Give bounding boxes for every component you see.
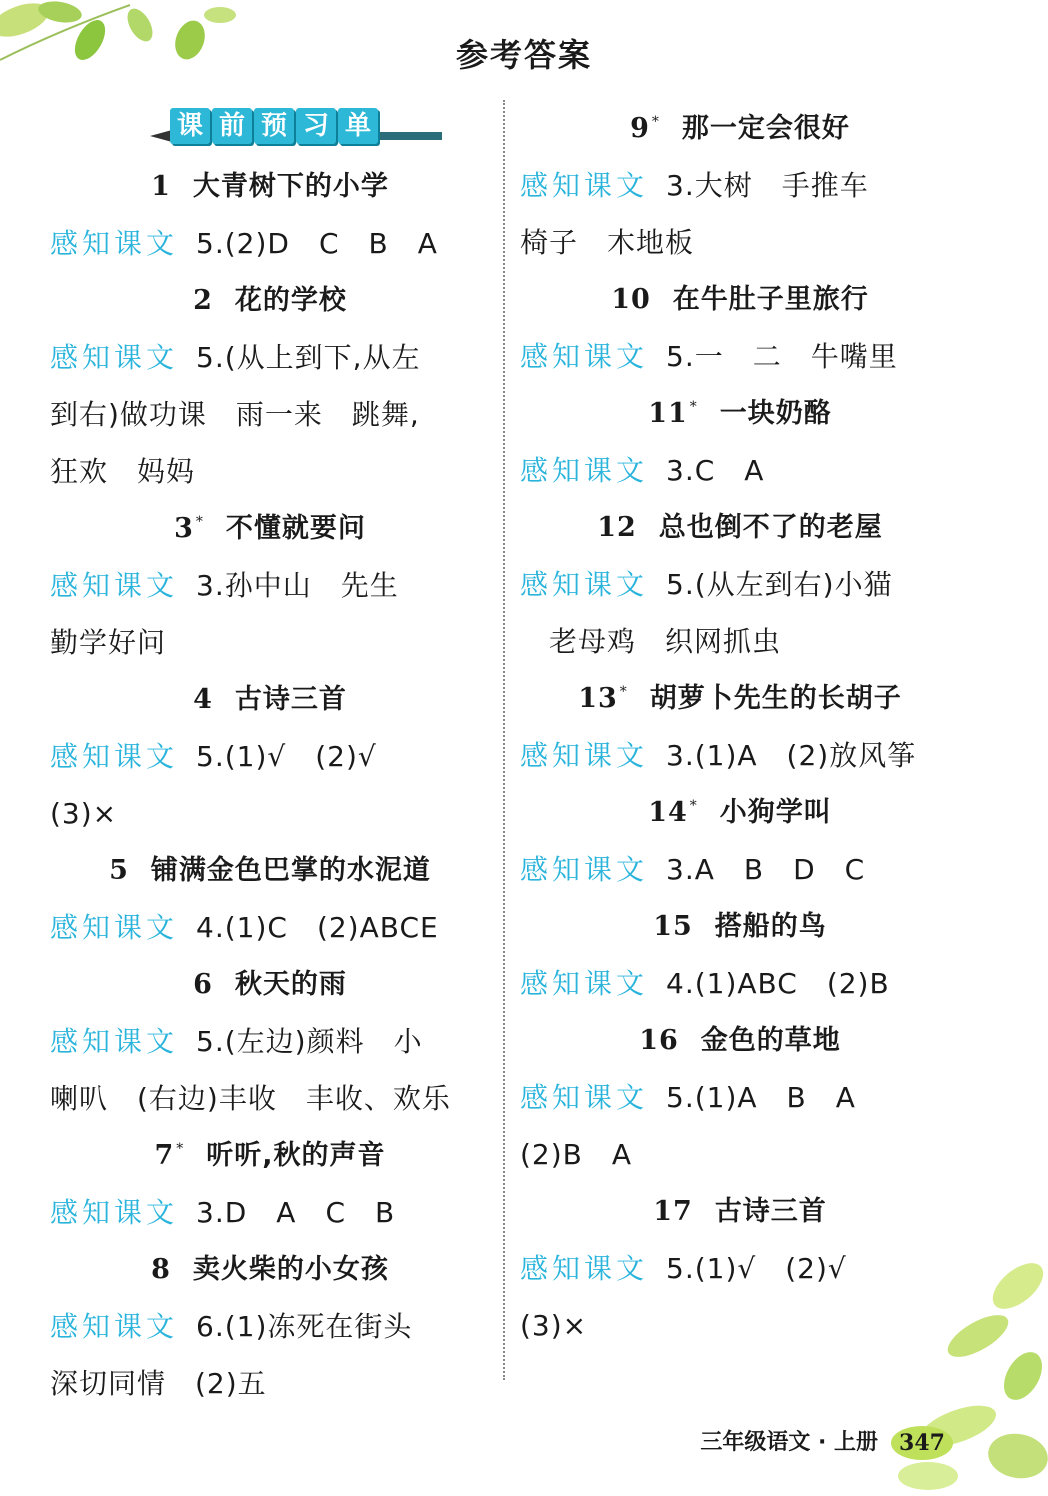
section-tag: 感知课文 — [50, 1196, 179, 1229]
lesson-title: 总也倒不了的老屋 — [658, 512, 883, 543]
answer-line — [520, 841, 960, 898]
lesson-title: 不懂就要问 — [225, 513, 366, 544]
answer-continuation — [50, 1355, 490, 1412]
lesson-number: 14 * — [648, 797, 698, 828]
lesson-number: 3 * — [174, 513, 204, 544]
section-tag: 感知课文 — [520, 169, 649, 202]
lesson-number: 9 * — [630, 113, 660, 144]
answer-text: 5.(左边)颜料 小 — [196, 1025, 423, 1058]
lesson-heading — [50, 671, 490, 728]
answer-text: 3.(1)A (2)放风筝 — [666, 739, 917, 772]
lesson-title: 古诗三首 — [234, 684, 347, 715]
left-column — [50, 100, 490, 1412]
answer-text: 勤学好问 — [50, 626, 167, 659]
answer-continuation — [50, 785, 490, 842]
section-tag: 感知课文 — [520, 340, 649, 373]
lesson-title: 古诗三首 — [714, 1196, 827, 1227]
lesson-heading — [520, 898, 960, 955]
lesson-title: 铺满金色巴掌的水泥道 — [150, 855, 431, 886]
answer-text: 4.(1)ABC (2)B — [666, 967, 890, 1000]
answer-line — [50, 1013, 490, 1070]
answer-continuation — [520, 1126, 960, 1183]
lesson-heading — [520, 499, 960, 556]
page-number: 347 — [891, 1426, 953, 1460]
answer-continuation — [50, 614, 490, 671]
banner-char: 单 — [338, 108, 378, 144]
right-column — [520, 100, 960, 1354]
lesson-number: 2 — [193, 285, 213, 316]
lesson-number: 5 — [109, 855, 129, 886]
column-divider — [503, 100, 505, 1380]
lesson-number: 11 * — [648, 398, 698, 429]
answer-line — [50, 215, 490, 272]
answer-text: 3.大树 手推车 — [666, 169, 869, 202]
answer-text: (3)× — [50, 797, 118, 830]
answer-text: 到右)做功课 雨一来 跳舞, — [50, 398, 420, 431]
answer-continuation — [50, 386, 490, 443]
answer-continuation — [520, 1297, 960, 1354]
lesson-heading — [520, 100, 960, 157]
answer-line — [520, 556, 960, 613]
section-tag: 感知课文 — [50, 569, 179, 602]
section-tag: 感知课文 — [520, 1081, 649, 1114]
answer-continuation — [520, 214, 960, 271]
answer-line — [50, 899, 490, 956]
answer-line — [50, 1298, 490, 1355]
answer-text: (3)× — [520, 1309, 588, 1342]
lesson-star-mark: * — [689, 798, 698, 814]
answer-text: 5.(1)A B A — [666, 1081, 856, 1114]
answer-text: 3.C A — [666, 454, 765, 487]
lesson-heading — [50, 158, 490, 215]
answer-line — [50, 728, 490, 785]
answer-text: 老母鸡 织网抓虫 — [520, 625, 782, 658]
answer-continuation — [50, 1070, 490, 1127]
lesson-number: 10 — [611, 284, 651, 315]
lesson-title: 胡萝卜先生的长胡子 — [649, 683, 902, 714]
lesson-title: 小狗学叫 — [719, 797, 832, 828]
answer-line — [520, 727, 960, 784]
lesson-heading — [50, 272, 490, 329]
lesson-number: 7 * — [154, 1140, 185, 1171]
section-tag: 感知课文 — [50, 1310, 179, 1343]
lesson-star-mark: * — [619, 684, 628, 700]
lesson-heading — [520, 784, 960, 841]
lesson-heading — [520, 1183, 960, 1240]
lesson-title: 秋天的雨 — [234, 969, 347, 1000]
section-tag: 感知课文 — [520, 568, 649, 601]
answer-line — [520, 1240, 960, 1297]
lesson-title: 那一定会很好 — [681, 113, 850, 144]
answer-line — [520, 328, 960, 385]
section-tag: 感知课文 — [50, 227, 179, 260]
answer-text: 椅子 木地板 — [520, 226, 695, 259]
lesson-number: 16 — [639, 1025, 679, 1056]
lesson-number: 15 — [653, 911, 693, 942]
lesson-heading — [520, 271, 960, 328]
answer-line — [50, 1184, 490, 1241]
banner-char: 预 — [254, 108, 294, 144]
lesson-number: 17 — [653, 1196, 693, 1227]
section-tag: 感知课文 — [520, 1252, 649, 1285]
answer-line — [520, 955, 960, 1012]
section-tag: 感知课文 — [50, 1025, 179, 1058]
section-tag: 感知课文 — [520, 967, 649, 1000]
answer-text: 深切同情 (2)五 — [50, 1367, 267, 1400]
answer-line — [50, 329, 490, 386]
lesson-title: 一块奶酪 — [719, 398, 832, 429]
lesson-heading — [50, 956, 490, 1013]
banner-char: 习 — [296, 108, 336, 144]
answer-text: 3.孙中山 先生 — [196, 569, 399, 602]
banner-char: 前 — [212, 108, 252, 144]
lesson-number: 12 — [597, 512, 637, 543]
lesson-number: 13 * — [578, 683, 628, 714]
lesson-heading — [50, 1241, 490, 1298]
answer-text: (2)B A — [520, 1138, 633, 1171]
lesson-title: 金色的草地 — [700, 1025, 841, 1056]
answer-text: 3.A B D C — [666, 853, 866, 886]
section-tag: 感知课文 — [50, 341, 179, 374]
answer-text: 5.(从上到下,从左 — [196, 341, 421, 374]
answer-text: 4.(1)C (2)ABCE — [196, 911, 439, 944]
footer-label: 三年级语文 · 上册 — [700, 1430, 878, 1455]
lesson-star-mark: * — [689, 399, 698, 415]
answer-text: 狂欢 妈妈 — [50, 455, 196, 488]
section-tag: 感知课文 — [520, 853, 649, 886]
lesson-title: 搭船的鸟 — [714, 911, 827, 942]
lesson-heading — [50, 1127, 490, 1184]
lesson-star-mark: * — [176, 1141, 185, 1157]
answer-text: 5.(1)√ (2)√ — [196, 740, 377, 773]
lesson-number: 8 — [151, 1254, 171, 1285]
lesson-title: 大青树下的小学 — [192, 171, 389, 202]
answer-text: 5.(1)√ (2)√ — [666, 1252, 847, 1285]
lesson-star-mark: * — [195, 514, 204, 530]
answer-text: 3.D A C B — [196, 1196, 396, 1229]
lesson-heading — [520, 1012, 960, 1069]
answer-line — [50, 557, 490, 614]
answer-continuation — [50, 443, 490, 500]
lesson-title: 听听,秋的声音 — [206, 1140, 386, 1171]
lesson-title: 花的学校 — [234, 285, 347, 316]
answer-text: 5.(2)D C B A — [196, 227, 438, 260]
lesson-heading — [50, 500, 490, 557]
lesson-title: 卖火柴的小女孩 — [192, 1254, 389, 1285]
section-tag: 感知课文 — [520, 739, 649, 772]
lesson-title: 在牛肚子里旅行 — [672, 284, 869, 315]
answer-text: 6.(1)冻死在街头 — [196, 1310, 413, 1343]
lesson-heading — [520, 670, 960, 727]
answer-line — [520, 442, 960, 499]
lesson-heading — [520, 385, 960, 442]
answer-text: 喇叭 (右边)丰收 丰收、欢乐 — [50, 1082, 451, 1115]
section-banner — [50, 100, 490, 158]
answer-text: 5.(从左到右)小猫 — [666, 568, 893, 601]
answer-line — [520, 157, 960, 214]
section-tag: 感知课文 — [50, 911, 179, 944]
banner-char: 课 — [170, 108, 210, 144]
lesson-number: 6 — [193, 969, 213, 1000]
section-tag: 感知课文 — [50, 740, 179, 773]
answer-continuation — [520, 613, 960, 670]
section-tag: 感知课文 — [520, 454, 649, 487]
answer-text: 5.一 二 牛嘴里 — [666, 340, 898, 373]
lesson-heading — [50, 842, 490, 899]
lesson-number: 1 — [151, 171, 171, 202]
answer-line — [520, 1069, 960, 1126]
lesson-star-mark: * — [651, 114, 660, 130]
page-title: 参考答案 — [455, 36, 592, 74]
lesson-number: 4 — [193, 684, 213, 715]
